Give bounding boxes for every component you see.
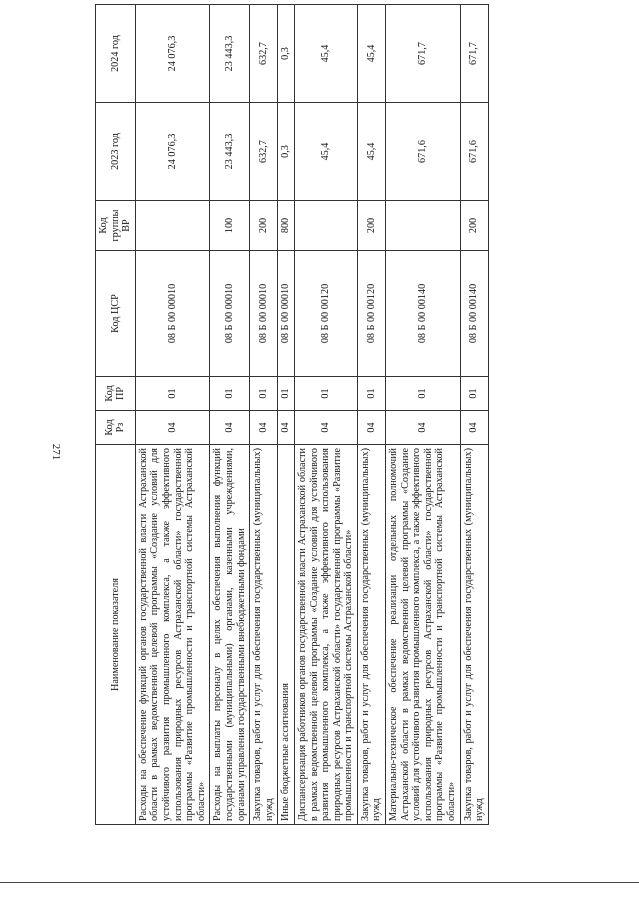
budget-table bbox=[95, 4, 489, 825]
row-rz: 04 bbox=[278, 411, 295, 445]
row-csr: 08 Б 00 00140 bbox=[460, 251, 488, 377]
header-row bbox=[96, 5, 136, 825]
table-row bbox=[278, 5, 295, 825]
row-csr: 08 Б 00 00010 bbox=[135, 251, 210, 377]
row-2024: 24 076,3 bbox=[135, 5, 210, 103]
row-2023: 671,6 bbox=[460, 103, 488, 201]
table-row bbox=[210, 5, 250, 825]
row-rz: 04 bbox=[386, 411, 461, 445]
row-name: Закупка товаров, работ и услуг для обеспечения государственных (муниципальных) нужд bbox=[357, 445, 385, 825]
row-csr: 08 Б 00 00120 bbox=[357, 251, 385, 377]
row-rz: 04 bbox=[210, 411, 250, 445]
row-pr: 01 bbox=[210, 377, 250, 411]
row-vr: 200 bbox=[460, 201, 488, 251]
row-2023: 45,4 bbox=[294, 103, 357, 201]
page-number: 271 bbox=[50, 443, 62, 461]
row-rz: 04 bbox=[460, 411, 488, 445]
header-rz: Код Рз bbox=[96, 411, 136, 445]
row-name: Закупка товаров, работ и услуг для обеспечения государственных (муниципальных) нужд bbox=[250, 445, 278, 825]
row-csr: 08 Б 00 00010 bbox=[250, 251, 278, 377]
row-csr: 08 Б 00 00010 bbox=[210, 251, 250, 377]
row-csr: 08 Б 00 00140 bbox=[386, 251, 461, 377]
row-vr: 200 bbox=[357, 201, 385, 251]
row-2024: 0,3 bbox=[278, 5, 295, 103]
row-pr: 01 bbox=[357, 377, 385, 411]
row-vr bbox=[386, 201, 461, 251]
row-2024: 45,4 bbox=[357, 5, 385, 103]
row-name: Расходы на выплаты персоналу в целях обеспечения выполнения функций государственными (муниципальными) органами, казенными учреждениями, органами управления государственными внебюджетными фондами bbox=[210, 445, 250, 825]
row-pr: 01 bbox=[460, 377, 488, 411]
row-2024: 23 443,3 bbox=[210, 5, 250, 103]
table-row bbox=[250, 5, 278, 825]
row-2023: 632,7 bbox=[250, 103, 278, 201]
row-2024: 632,7 bbox=[250, 5, 278, 103]
row-vr: 800 bbox=[278, 201, 295, 251]
row-2023: 671,6 bbox=[386, 103, 461, 201]
row-vr bbox=[135, 201, 210, 251]
table-row bbox=[135, 5, 210, 825]
row-2024: 45,4 bbox=[294, 5, 357, 103]
row-pr: 01 bbox=[135, 377, 210, 411]
row-csr: 08 Б 00 00010 bbox=[278, 251, 295, 377]
row-name: Материально-техническое обеспечение реализации отдельных полномочий Астраханской области в рамках ведомственной целевой программы «Создание условий для устойчивого развития промышленного комплекса, а также эффективного использования природных ресурсов Астраханской области» государственной программы «Развитие промышленности и транспортной системы Астраханской области» bbox=[386, 445, 461, 825]
row-2023: 23 443,3 bbox=[210, 103, 250, 201]
header-2024: 2024 год bbox=[96, 5, 136, 103]
header-pr: Код ПР bbox=[96, 377, 136, 411]
header-vr: Код группы ВР bbox=[96, 201, 136, 251]
row-name: Иные бюджетные ассигнования bbox=[278, 445, 295, 825]
row-rz: 04 bbox=[294, 411, 357, 445]
row-vr: 100 bbox=[210, 201, 250, 251]
header-2023: 2023 год bbox=[96, 103, 136, 201]
row-name: Закупка товаров, работ и услуг для обеспечения государственных (муниципальных) нужд bbox=[460, 445, 488, 825]
row-vr: 200 bbox=[250, 201, 278, 251]
row-name: Расходы на обеспечение функций органов государственной власти Астраханской области в рамках ведомственной целевой программы «Создание условий для устойчивого развития промышленного комплекса, а также эффективного использования природных ресурсов Астраханской области» государственной программы «Развитие промышленности и транспортной системы Астраханской области» bbox=[135, 445, 210, 825]
table-row bbox=[294, 5, 357, 825]
row-2023: 45,4 bbox=[357, 103, 385, 201]
row-pr: 01 bbox=[294, 377, 357, 411]
header-csr: Код ЦСР bbox=[96, 251, 136, 377]
row-2024: 671,7 bbox=[386, 5, 461, 103]
table-row bbox=[386, 5, 461, 825]
row-2023: 0,3 bbox=[278, 103, 295, 201]
row-rz: 04 bbox=[250, 411, 278, 445]
table-row bbox=[357, 5, 385, 825]
header-name: Наименование показателя bbox=[96, 445, 136, 825]
row-pr: 01 bbox=[278, 377, 295, 411]
row-2023: 24 076,3 bbox=[135, 103, 210, 201]
row-rz: 04 bbox=[135, 411, 210, 445]
row-csr: 08 Б 00 00120 bbox=[294, 251, 357, 377]
row-pr: 01 bbox=[386, 377, 461, 411]
page-bottom-rule bbox=[0, 882, 639, 883]
row-rz: 04 bbox=[357, 411, 385, 445]
row-2024: 671,7 bbox=[460, 5, 488, 103]
row-pr: 01 bbox=[250, 377, 278, 411]
row-vr bbox=[294, 201, 357, 251]
table-row bbox=[460, 5, 488, 825]
row-name: Диспансеризация работников органов государственной власти Астраханской области в рамках ведомственной целевой программы «Создание условий для устойчивого развития промышленного комплекса, а также эффективного использования природных ресурсов Астраханской области» государственной программы «Развитие промышленности и транспортной системы Астраханской области» bbox=[294, 445, 357, 825]
rotated-page-content bbox=[95, 5, 639, 825]
